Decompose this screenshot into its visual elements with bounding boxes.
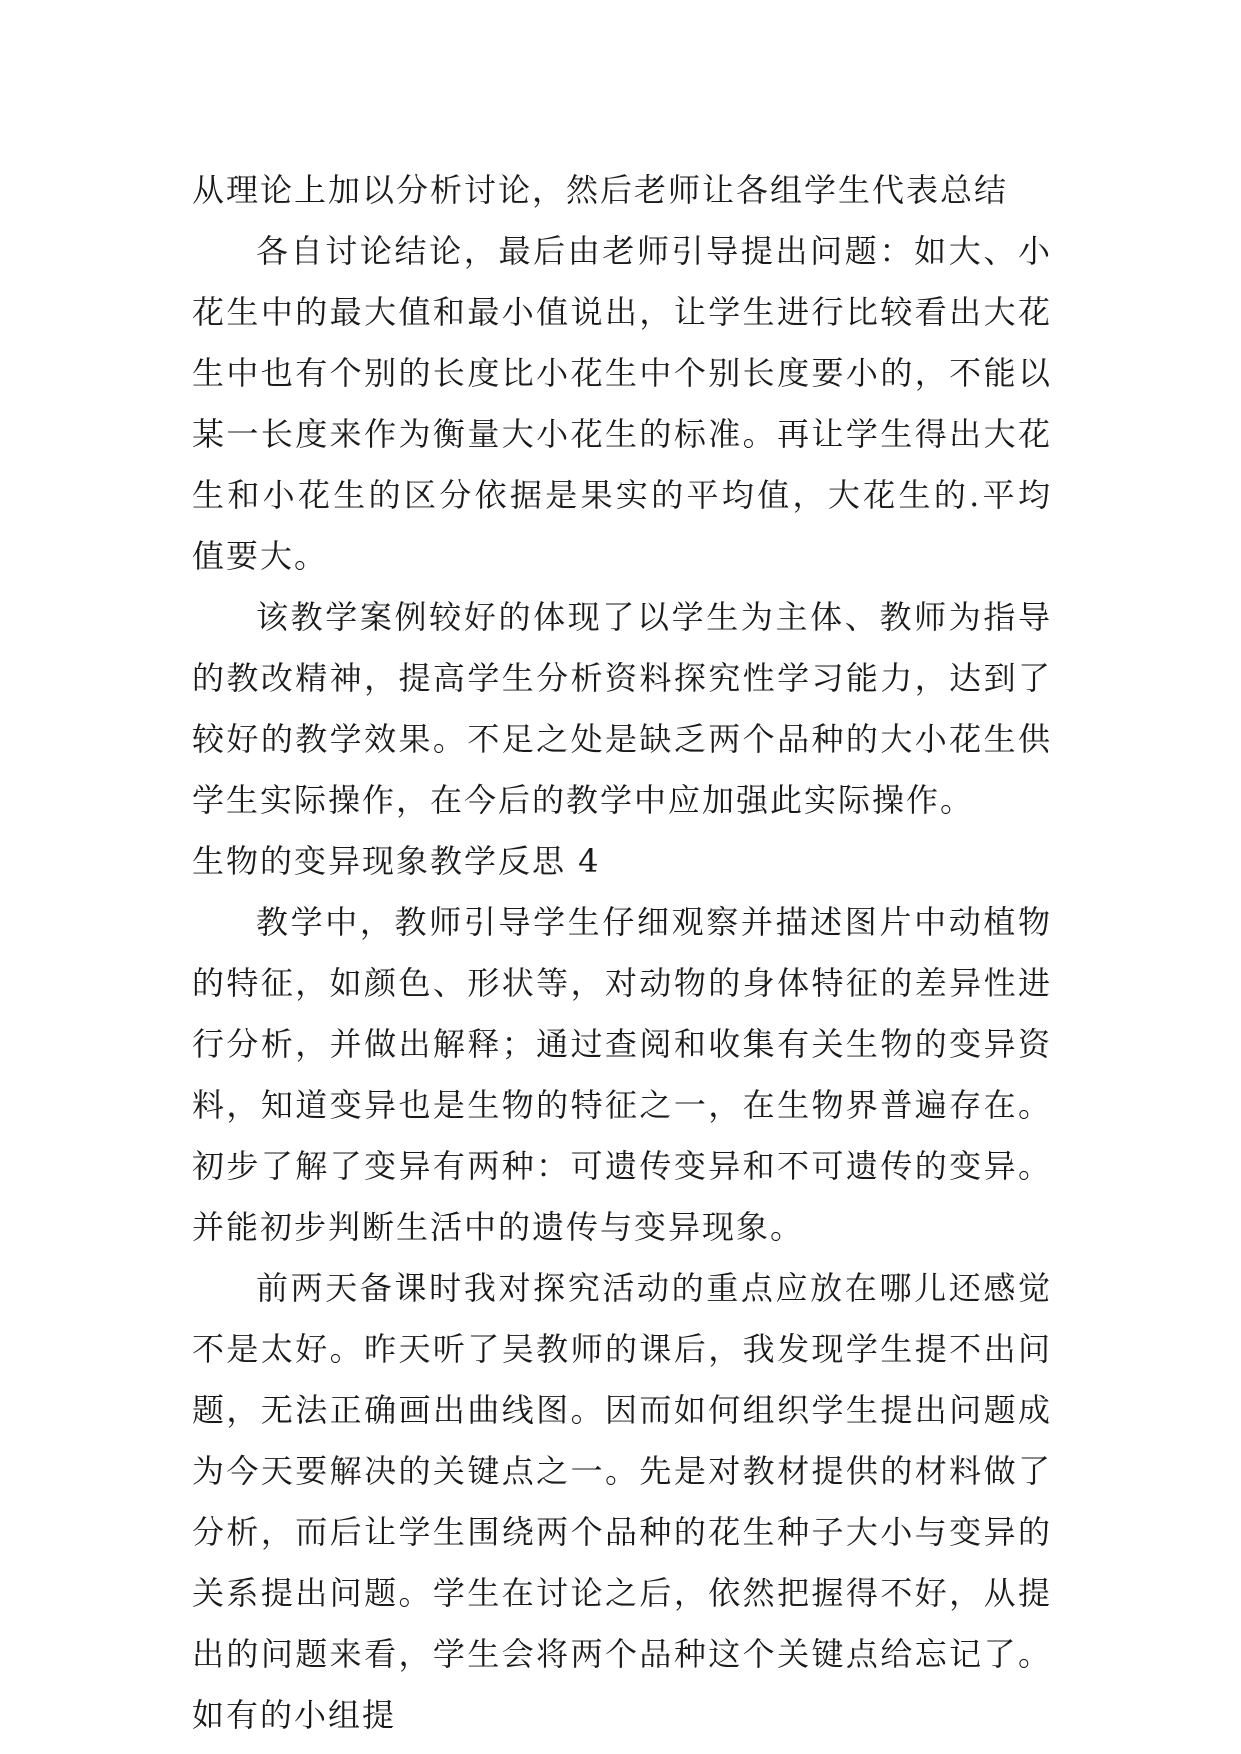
section-heading: 生物的变异现象教学反思 4	[192, 842, 601, 880]
paragraph-discussion: 各自讨论结论，最后由老师引导提出问题：如大、小花生中的最大值和最小值说出，让学生进行比较看出大花生中也有个别的长度比小花生中个别长度要小的，不能以某一长度来作为衡量大小花生的标准。再让学生得出大花生和小花生的区分依据是果实的平均值，大花生的.平均值要大。	[192, 232, 1052, 575]
paragraph-teaching: 教学中，教师引导学生仔细观察并描述图片中动植物的特征，如颜色、形状等，对动物的身体特征的差异性进行分析，并做出解释；通过查阅和收集有关生物的变异资料，知道变异也是生物的特征之一，在生物界普遍存在。初步了解了变异有两种：可遗传变异和不可遗传的变异。并能初步判断生活中的遗传与变异现象。	[192, 903, 1052, 1246]
document-body	[192, 160, 1052, 1746]
paragraph-evaluation: 该教学案例较好的体现了以学生为主体、教师为指导的教改精神，提高学生分析资料探究性学习能力，达到了较好的教学效果。不足之处是缺乏两个品种的大小花生供学生实际操作，在今后的教学中应加强此实际操作。	[192, 598, 1052, 819]
paragraph-continued: 从理论上加以分析讨论，然后老师让各组学生代表总结	[192, 171, 1009, 209]
paragraph-preparation: 前两天备课时我对探究活动的重点应放在哪儿还感觉不是太好。昨天听了吴教师的课后，我发现学生提不出问题，无法正确画出曲线图。因而如何组织学生提出问题成为今天要解决的关键点之一。先是对教材提供的材料做了分析，而后让学生围绕两个品种的花生种子大小与变异的关系提出问题。学生在讨论之后，依然把握得不好，从提出的问题来看，学生会将两个品种这个关键点给忘记了。如有的小组提	[192, 1269, 1052, 1734]
